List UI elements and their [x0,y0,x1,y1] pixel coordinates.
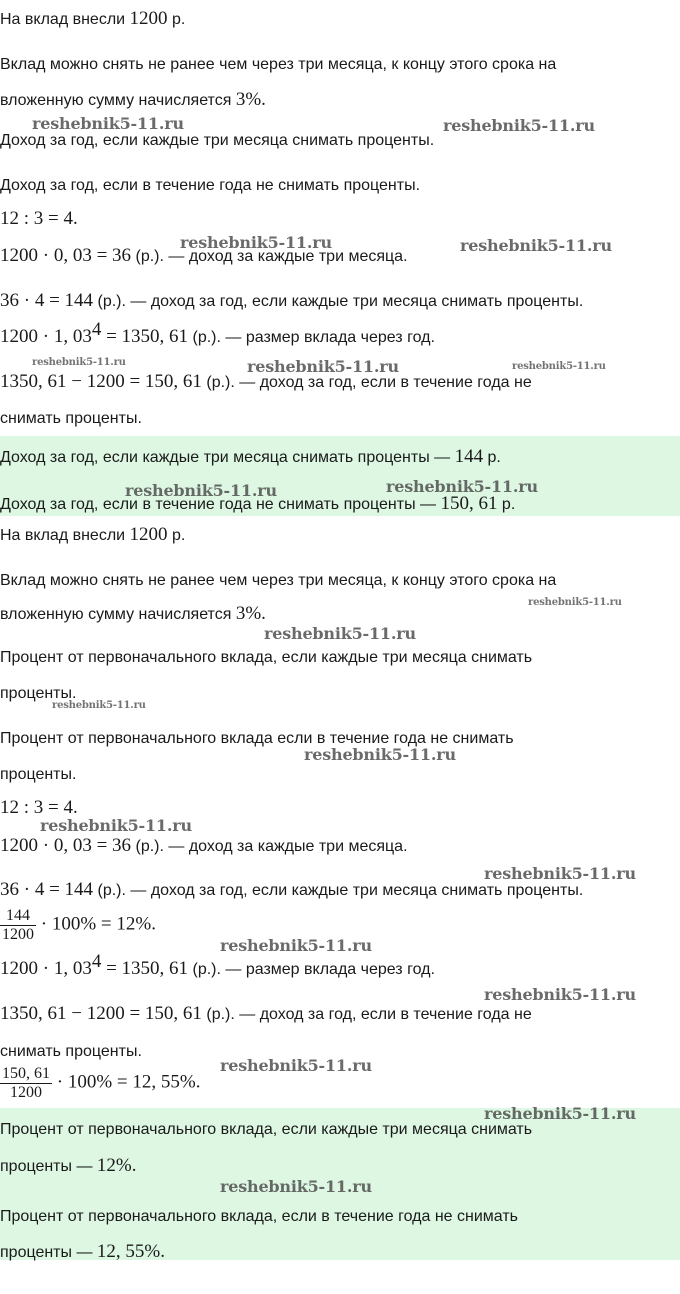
watermark: reshebnik5-11.ru [125,481,277,500]
fraction: $\frac{150, 61}{1200}$ [2,1065,50,1101]
question-line: Доход за год, если каждые три месяца снимать проценты. [0,132,435,149]
text-line: Вклад можно снять не ранее чем через три месяца, к концу этого срока на [0,56,557,73]
text-line: На вклад внесли 1200 р. [0,524,186,545]
question-line: проценты. [0,685,77,702]
solution-line: 1200 · 0, 03 = 36 (р.). — доход за каждые три месяца. [0,245,408,266]
watermark: reshebnik5-11.ru [264,624,416,643]
question-line: проценты. [0,766,77,783]
answer-line: Доход за год, если в течение года не снимать проценты — 150, 61 р. [0,493,516,514]
answer-line: Процент от первоначального вклада, если каждые три месяца снимать [0,1121,533,1138]
text-line: На вклад внесли 1200 р. [0,8,186,29]
solution-line: 1200 · 0, 03 = 36 (р.). — доход за каждые три месяца. [0,835,408,856]
watermark: reshebnik5-11.ru [304,745,456,764]
watermark: reshebnik5-11.ru [484,1104,636,1123]
watermark: reshebnik5-11.ru [32,357,126,368]
watermark: reshebnik5-11.ru [512,361,606,372]
watermark: reshebnik5-11.ru [443,116,595,135]
solution-line: 36 · 4 = 144 (р.). — доход за год, если каждые три месяца снимать проценты. [0,879,584,900]
answer-line: Доход за год, если каждые три месяца снимать проценты — 144 р. [0,446,501,467]
watermark: reshebnik5-11.ru [220,1177,372,1196]
watermark: reshebnik5-11.ru [528,597,622,608]
fraction-line: $\frac{150, 61}{1200}$ · 100% = 12, 55%. [2,1065,201,1101]
answer-line: проценты — 12, 55%. [0,1241,165,1262]
watermark: reshebnik5-11.ru [460,236,612,255]
text-line: вложенную сумму начисляется 3%. [0,603,266,624]
text-line: вложенную сумму начисляется 3%. [0,89,266,110]
solution-line: снимать проценты. [0,410,142,427]
watermark: reshebnik5-11.ru [32,114,184,133]
solution-line: 1200 · 1, $03^4 = 1350$, 61 (р.). — размер вклада через год. [0,951,435,979]
math-line: 12 : 3 = 4. [0,797,78,818]
fraction: $\frac{144}{1200}$ [2,907,34,943]
solution-line: 1200 · 1, $03^4 = 1350$, 61 (р.). — размер вклада через год. [0,319,435,347]
answer-line: проценты — 12%. [0,1155,137,1176]
watermark: reshebnik5-11.ru [247,357,399,376]
math-line: 12 : 3 = 4. [0,208,78,229]
watermark: reshebnik5-11.ru [52,700,146,711]
watermark: reshebnik5-11.ru [220,936,372,955]
answer-line: Процент от первоначального вклада, если в течение года не снимать [0,1208,518,1225]
question-line: Доход за год, если в течение года не снимать проценты. [0,177,421,194]
text-line: Вклад можно снять не ранее чем через три месяца, к концу этого срока на [0,572,557,589]
watermark: reshebnik5-11.ru [40,816,192,835]
watermark: reshebnik5-11.ru [484,864,636,883]
solution-line: снимать проценты. [0,1043,142,1060]
watermark: reshebnik5-11.ru [220,1056,372,1075]
watermark: reshebnik5-11.ru [386,477,538,496]
question-line: Процент от первоначального вклада, если каждые три месяца снимать [0,649,533,666]
fraction-line: $\frac{144}{1200}$ · 100% = 12%. [2,907,156,943]
solution-line: 1350, 61 − 1200 = 150, 61 (р.). — доход за год, если в течение года не [0,371,532,392]
solution-line: 36 · 4 = 144 (р.). — доход за год, если каждые три месяца снимать проценты. [0,290,584,311]
solution-line: 1350, 61 − 1200 = 150, 61 (р.). — доход за год, если в течение года не [0,1003,532,1024]
watermark: reshebnik5-11.ru [180,233,332,252]
question-line: Процент от первоначального вклада если в течение года не снимать [0,730,514,747]
watermark: reshebnik5-11.ru [484,985,636,1004]
